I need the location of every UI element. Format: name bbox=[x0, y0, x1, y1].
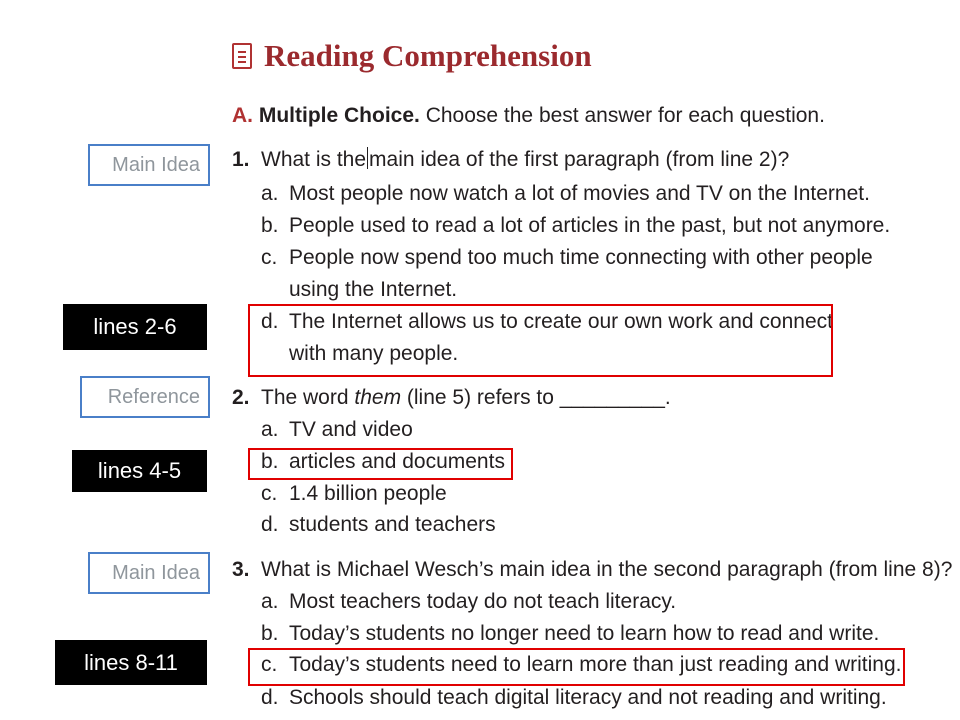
option-letter: d. bbox=[261, 686, 279, 709]
question-number: 2. bbox=[232, 386, 250, 409]
option-text: students and teachers bbox=[289, 513, 496, 536]
option-letter: c. bbox=[261, 653, 278, 676]
text-cursor bbox=[367, 147, 368, 169]
option-a bbox=[261, 416, 413, 444]
option-c bbox=[261, 480, 447, 508]
option-b bbox=[261, 212, 890, 240]
option-text: Today’s students no longer need to learn how to read and write. bbox=[289, 622, 880, 645]
question-stem: What is Michael Wesch’s main idea in the second paragraph (from line 8)? bbox=[261, 558, 953, 581]
option-letter: a. bbox=[261, 590, 279, 613]
option-text: Most people now watch a lot of movies and TV on the Internet. bbox=[289, 182, 870, 205]
notebook-icon bbox=[232, 43, 252, 69]
option-text: Schools should teach digital literacy and not reading and writing. bbox=[289, 686, 887, 709]
option-letter: d. bbox=[261, 513, 279, 536]
option-letter: a. bbox=[261, 182, 279, 205]
option-text: Most teachers today do not teach literacy. bbox=[289, 590, 677, 613]
stem-part: main idea of the first paragraph (from line 2)? bbox=[369, 148, 790, 171]
tag-main-idea-q1: Main Idea bbox=[88, 144, 210, 186]
section-name: Multiple Choice. bbox=[258, 104, 420, 127]
option-letter: c. bbox=[261, 246, 278, 269]
question-number: 3. bbox=[232, 558, 250, 581]
stem-part: (line 5) refers to _________. bbox=[401, 386, 671, 409]
option-a bbox=[261, 180, 870, 208]
option-text: 1.4 billion people bbox=[289, 482, 447, 505]
label-lines-q1: lines 2-6 bbox=[63, 304, 207, 350]
option-letter: b. bbox=[261, 450, 279, 473]
option-letter: b. bbox=[261, 214, 279, 237]
page-title: Reading Comprehension bbox=[264, 38, 592, 73]
option-text: People now spend too much time connecting with other people bbox=[289, 246, 873, 269]
option-text: TV and video bbox=[289, 418, 413, 441]
question-stem bbox=[261, 384, 671, 412]
option-text: People used to read a lot of articles in the past, but not anymore. bbox=[289, 214, 891, 237]
section-heading bbox=[232, 104, 825, 128]
option-text: The Internet allows us to create our own work and connect bbox=[289, 310, 833, 333]
answer-highlight-q2 bbox=[248, 448, 513, 480]
question-number: 1. bbox=[232, 148, 250, 171]
answer-highlight-q1 bbox=[248, 304, 833, 377]
option-text: Today’s students need to learn more than just reading and writing. bbox=[289, 653, 902, 676]
option-d bbox=[261, 511, 496, 539]
label-lines-q3: lines 8-11 bbox=[55, 640, 207, 685]
option-b bbox=[261, 620, 879, 648]
question-stem bbox=[261, 146, 789, 174]
option-d bbox=[261, 684, 887, 712]
tag-main-idea-q3: Main Idea bbox=[88, 552, 210, 594]
answer-highlight-q3 bbox=[248, 648, 905, 686]
option-text: articles and documents bbox=[289, 450, 505, 473]
section-letter: A. bbox=[232, 104, 253, 127]
option-d-continued: with many people. bbox=[289, 342, 459, 365]
option-a bbox=[261, 588, 676, 616]
stem-part: The word bbox=[261, 386, 355, 409]
stem-emphasis: them bbox=[354, 386, 402, 409]
stem-part: What is the bbox=[261, 148, 367, 171]
option-c bbox=[261, 244, 873, 272]
tag-reference-q2: Reference bbox=[80, 376, 210, 418]
option-c-continued: using the Internet. bbox=[289, 278, 458, 301]
option-letter: c. bbox=[261, 482, 278, 505]
section-instruction: Choose the best answer for each question. bbox=[425, 104, 825, 127]
option-letter: a. bbox=[261, 418, 279, 441]
label-lines-q2: lines 4-5 bbox=[72, 450, 207, 492]
title-row bbox=[232, 34, 592, 78]
option-letter: b. bbox=[261, 622, 279, 645]
option-letter: d. bbox=[261, 310, 279, 333]
